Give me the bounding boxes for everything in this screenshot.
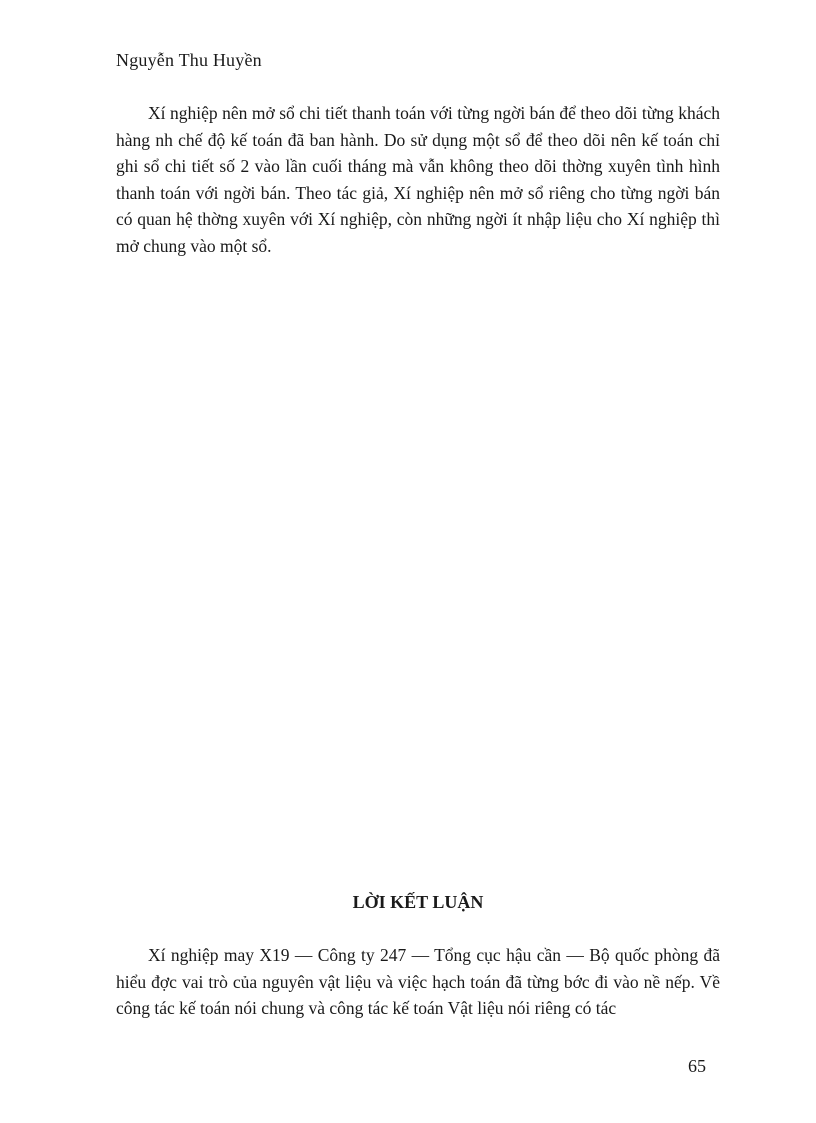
- section-title: LỜI KẾT LUẬN: [352, 892, 484, 912]
- body-paragraph-2: Xí nghiệp may X19 — Công ty 247 — Tổng cục hậu cần — Bộ quốc phòng đã hiểu đợc vai trò của nguyên vật liệu và việc hạch toán đã từng bớc đi vào nề nếp. Về công tác kế toán nói chung và công tác kế toán Vật liệu nói riêng có tác: [116, 945, 720, 1019]
- body-paragraph-1: Xí nghiệp nên mở sổ chi tiết thanh toán với từng ngời bán để theo dõi từng khách hàng nh chế độ kế toán đã ban hành. Do sử dụng một sổ để theo dõi nên kế toán chỉ ghi sổ chi tiết số 2 vào lần cuối tháng mà vẫn không theo dõi thờng xuyên tình hình thanh toán với ngời bán. Theo tác giả, Xí nghiệp nên mở sổ riêng cho từng ngời bán có quan hệ thờng xuyên với Xí nghiệp, còn những ngời ít nhập liệu cho Xí nghiệp thì mở chung vào một sổ.: [116, 103, 720, 256]
- page-number: 65: [688, 1056, 706, 1076]
- running-header-author: Nguyễn Thu Huyền: [116, 50, 262, 70]
